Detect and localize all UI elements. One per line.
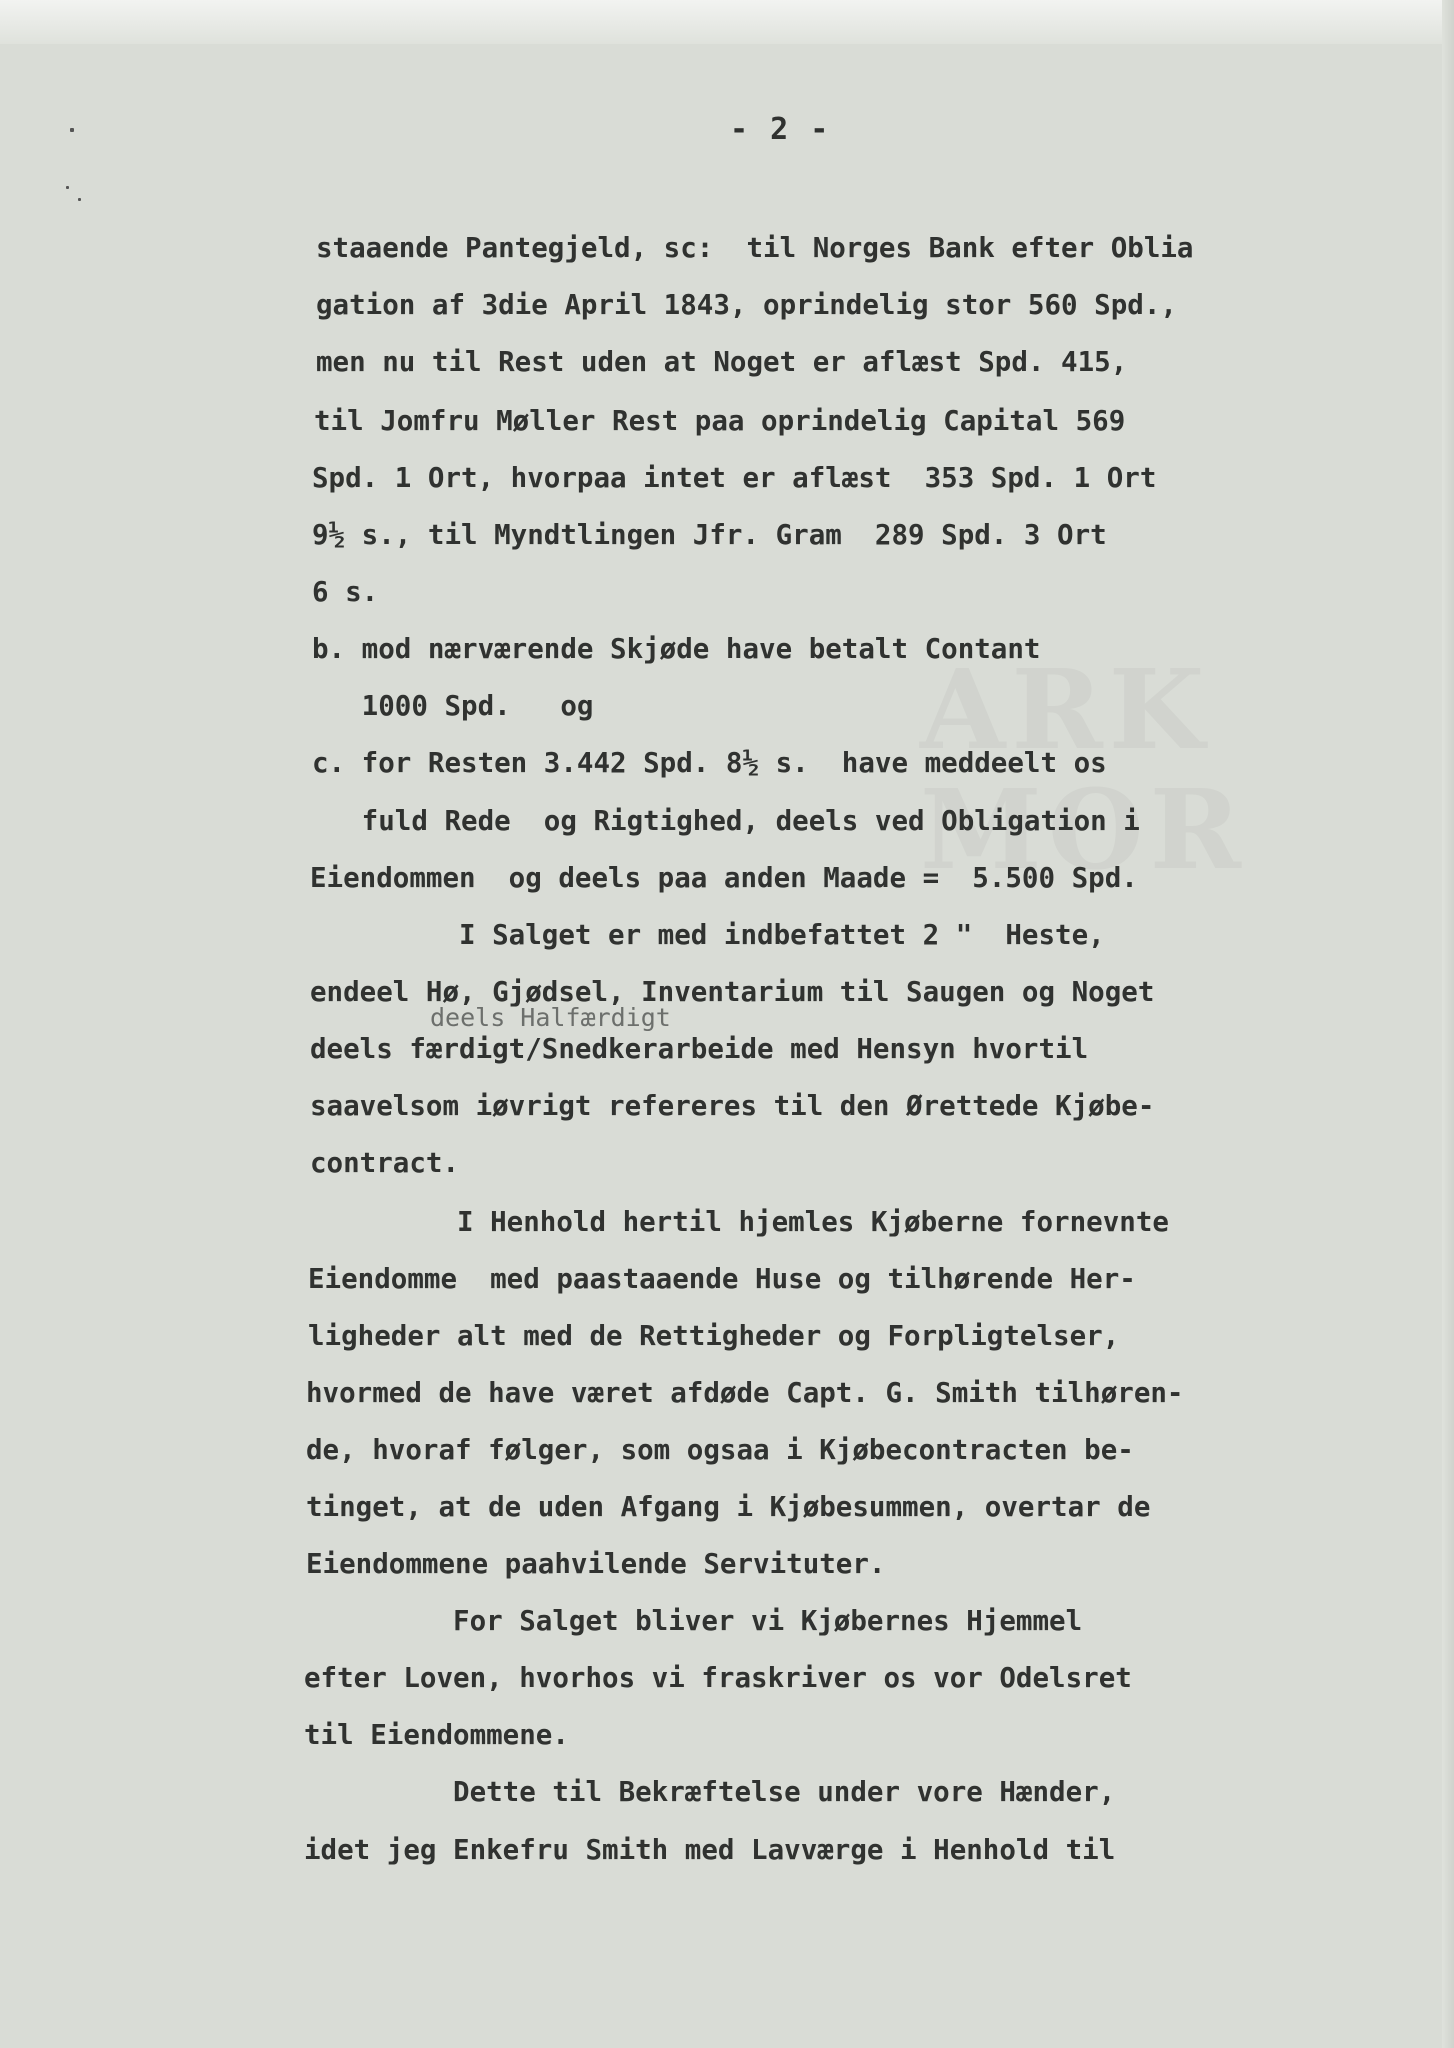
scan-top-edge <box>0 0 1454 44</box>
text-line: Eiendommen og deels paa anden Maade = 5.500 Spd. <box>310 862 1138 894</box>
scan-speck <box>66 186 69 189</box>
text-line: I Salget er med indbefattet 2 " Heste, <box>310 919 1105 951</box>
text-line: Spd. 1 Ort, hvorpaa intet er aflæst 353 Spd. 1 Ort <box>312 462 1157 494</box>
text-line: Eiendommene paahvilende Servituter. <box>306 1548 886 1580</box>
text-line: 1000 Spd. og <box>312 690 594 722</box>
text-line: idet jeg Enkefru Smith med Lavværge i Henhold til <box>304 1834 1116 1866</box>
text-line: 9½ s., til Myndtlingen Jfr. Gram 289 Spd. 3 Ort <box>312 519 1107 551</box>
faint-stamp-watermark: ARK MOR <box>920 645 1247 894</box>
text-line: til Jomfru Møller Rest paa oprindelig Capital 569 <box>314 405 1126 437</box>
page-number: - 2 - <box>730 112 831 147</box>
text-line: c. for Resten 3.442 Spd. 8½ s. have meddeelt os <box>312 747 1107 779</box>
scan-right-edge <box>1442 0 1454 2048</box>
text-line: b. mod nærværende Skjøde have betalt Contant <box>312 633 1041 665</box>
text-line: de, hvoraf følger, som ogsaa i Kjøbecontracten be- <box>306 1434 1134 1466</box>
text-line: Dette til Bekræftelse under vore Hænder, <box>304 1776 1116 1808</box>
text-line: til Eiendommene. <box>304 1719 569 1751</box>
text-line: 6 s. <box>312 576 379 608</box>
text-line: For Salget bliver vi Kjøbernes Hjemmel <box>304 1605 1083 1637</box>
text-line: fuld Rede og Rigtighed, deels ved Obligation i <box>312 805 1140 837</box>
text-line: efter Loven, hvorhos vi fraskriver os vor Odelsret <box>304 1662 1132 1694</box>
text-line: gation af 3die April 1843, oprindelig stor 560 Spd., <box>316 289 1177 321</box>
text-line: ligheder alt med de Rettigheder og Forpligtelser, <box>308 1320 1120 1352</box>
text-line: contract. <box>310 1147 460 1179</box>
text-line: staaende Pantegjeld, sc: til Norges Bank efter Oblia <box>316 232 1194 264</box>
scan-speck <box>78 198 81 201</box>
text-line: saavelsom iøvrigt refereres til den Ørettede Kjøbe- <box>310 1090 1155 1122</box>
text-line: I Henhold hertil hjemles Kjøberne fornevnte <box>308 1206 1169 1238</box>
scan-speck <box>70 128 74 132</box>
text-line: men nu til Rest uden at Noget er aflæst Spd. 415, <box>316 346 1128 378</box>
text-line: endeel Hø, Gjødsel, Inventarium til Saugen og Noget <box>310 976 1155 1008</box>
text-line: hvormed de have været afdøde Capt. G. Smith tilhøren- <box>306 1377 1184 1409</box>
text-line: tinget, at de uden Afgang i Kjøbesummen, overtar de <box>306 1491 1151 1523</box>
text-line: deels færdigt/Snedkerarbeide med Hensyn hvortil <box>310 1033 1089 1065</box>
text-line: Eiendomme med paastaaende Huse og tilhørende Her- <box>308 1263 1136 1295</box>
interlinear-insertion: deels Halfærdigt <box>430 1003 671 1032</box>
